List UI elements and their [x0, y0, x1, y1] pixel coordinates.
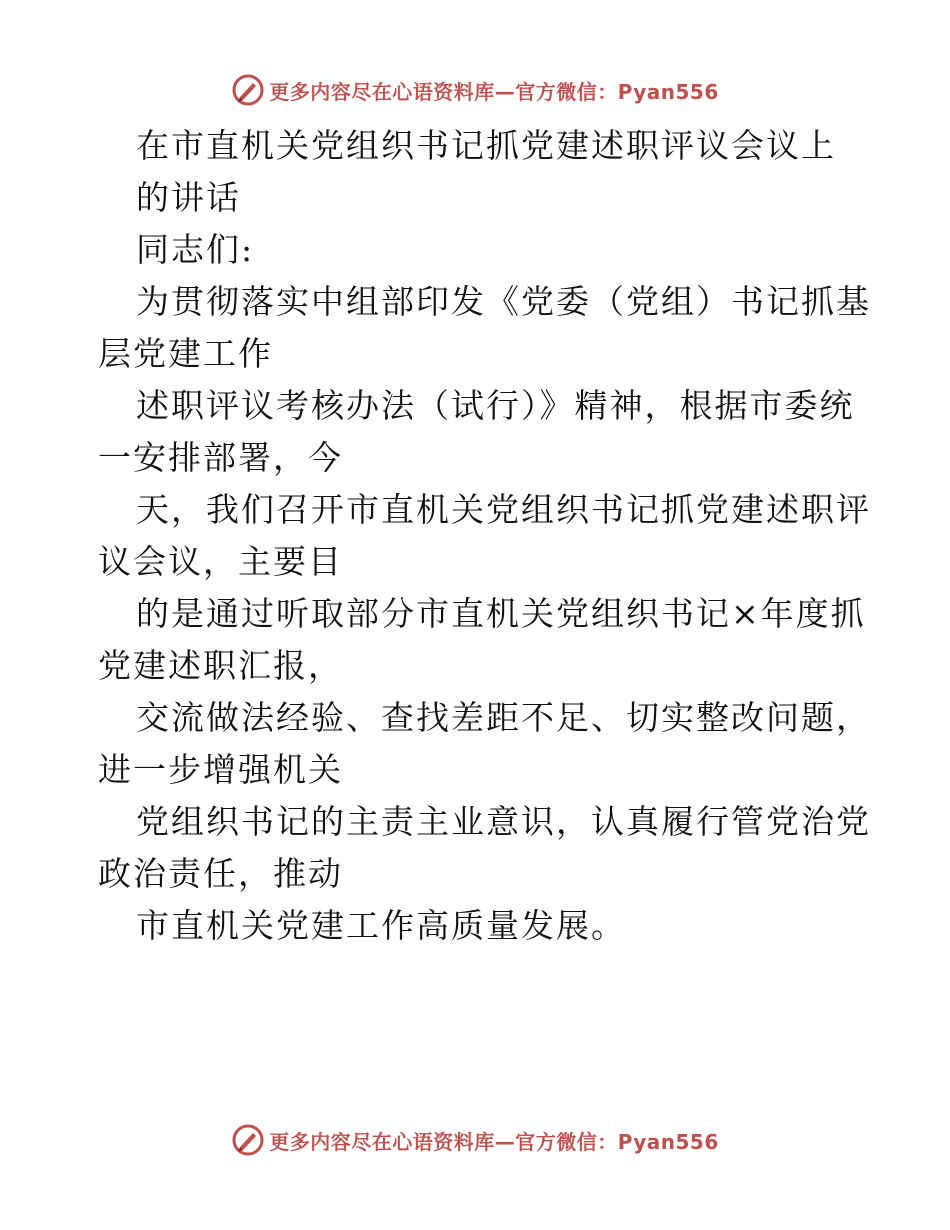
document-line: 交流做法经验、查找差距不足、切实整改问题，	[136, 698, 871, 737]
banner-text: 更多内容尽在心语资料库—官方微信：Pyan556	[269, 1129, 719, 1154]
document-text	[98, 120, 871, 952]
document-line: 天，我们召开市直机关党组织书记抓党建述职评	[136, 490, 871, 529]
document-body	[98, 120, 871, 952]
footer-banner	[0, 1120, 950, 1160]
header-banner	[0, 70, 950, 110]
document-line: 层党建工作	[98, 334, 273, 373]
document-line: 的讲话	[136, 178, 241, 217]
document-line: 政治责任，推动	[98, 854, 343, 893]
document-line: 党组织书记的主责主业意识，认真履行管党治党	[136, 802, 871, 841]
document-line: 议会议，主要目	[98, 542, 343, 581]
pen-logo-icon	[231, 73, 265, 107]
pen-logo-icon	[231, 1123, 265, 1157]
document-line: 为贯彻落实中组部印发《党委（党组）书记抓基	[136, 282, 871, 321]
document-line: 一安排部署，今	[98, 438, 343, 477]
document-line: 述职评议考核办法（试行）》精神，根据市委统	[136, 386, 855, 425]
banner-text: 更多内容尽在心语资料库—官方微信：Pyan556	[269, 79, 719, 104]
document-line: 的是通过听取部分市直机关党组织书记×年度抓	[136, 594, 866, 633]
document-line: 同志们:	[136, 230, 255, 269]
document-line: 市直机关党建工作高质量发展。	[136, 906, 626, 945]
document-line: 在市直机关党组织书记抓党建述职评议会议上	[136, 126, 836, 165]
document-line: 进一步增强机关	[98, 750, 343, 789]
document-line: 党建述职汇报，	[98, 646, 343, 685]
